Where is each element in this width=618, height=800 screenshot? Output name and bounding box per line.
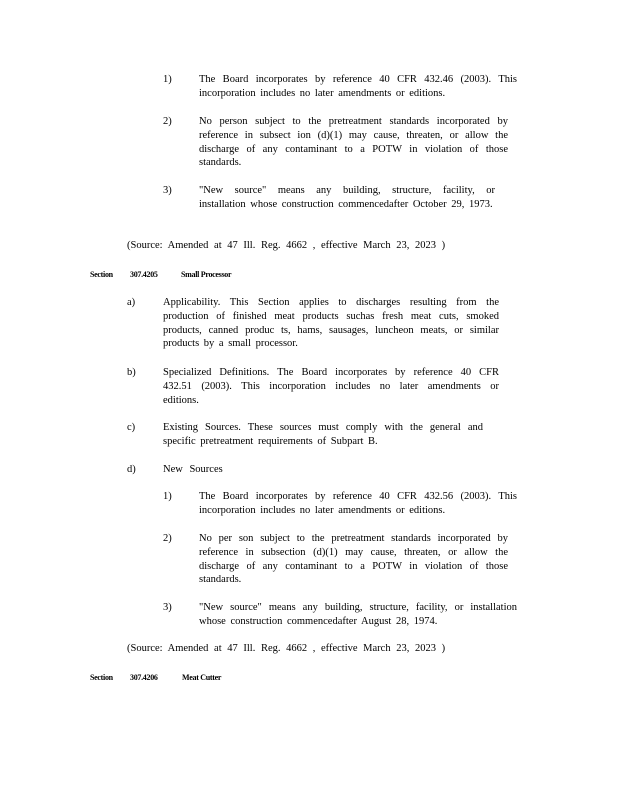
item-text: The Board incorporates by reference 40 CFR 432.56 (2003). This incorporation includes no later amendments or editions. (199, 491, 517, 516)
paragraph-text: New Sources (163, 464, 223, 475)
paragraph-letter: b) (127, 367, 136, 378)
item-text: The Board incorporates by reference 40 CFR 432.46 (2003). This incorporation includes no later amendments or editions. (199, 74, 517, 99)
paragraph-letter: c) (127, 422, 136, 433)
item-text: No per son subject to the pretreatment standards incorporated by reference in subsection (d)(1) may cause, threaten, or allow the discharge of any contaminant to a POTW in violation of those standards. (199, 533, 508, 586)
paragraph-text: Applicability. This Section applies to discharges resulting from the production of finished meat products suchas fresh meat cuts, smoked products, canned produc ts, hams, sausages, luncheon meats, or similar products by a small processor. (163, 297, 499, 350)
item-text: "New source" means any building, structure, facility, or installation whose construction commencedafter October 29, 1973. (199, 185, 495, 210)
paragraph-text: Specialized Definitions. The Board incorporates by reference 40 CFR 432.51 (2003). This incorporation includes no later amendments or editions. (163, 367, 499, 406)
item-number: 1) (163, 491, 172, 502)
source-note: (Source: Amended at 47 Ill. Reg. 4662 , effective March 23, 2023 ) (127, 240, 446, 251)
section-label: Section (90, 270, 113, 279)
section-number: 307.4206 (130, 673, 158, 682)
item-number: 3) (163, 602, 172, 613)
item-number: 2) (163, 533, 172, 544)
section-title: Small Processor (181, 270, 232, 279)
item-text: No person subject to the pretreatment standards incorporated by reference in subsect ion (d)(1) may cause, threaten, or allow the discharge of any contaminant to a POTW in violation of those standards. (199, 116, 508, 169)
paragraph-letter: d) (127, 464, 136, 475)
item-number: 2) (163, 116, 172, 127)
section-label: Section (90, 673, 113, 682)
item-text: "New source" means any building, structure, facility, or installation whose construction commencedafter August 28, 1974. (199, 602, 517, 627)
section-number: 307.4205 (130, 270, 158, 279)
section-title: Meat Cutter (182, 673, 222, 682)
paragraph-letter: a) (127, 297, 136, 308)
item-number: 1) (163, 74, 172, 85)
paragraph-text: Existing Sources. These sources must comply with the general and specific pretreatment requirements of Subpart B. (163, 422, 483, 447)
source-note: (Source: Amended at 47 Ill. Reg. 4662 , effective March 23, 2023 ) (127, 643, 446, 654)
item-number: 3) (163, 185, 172, 196)
